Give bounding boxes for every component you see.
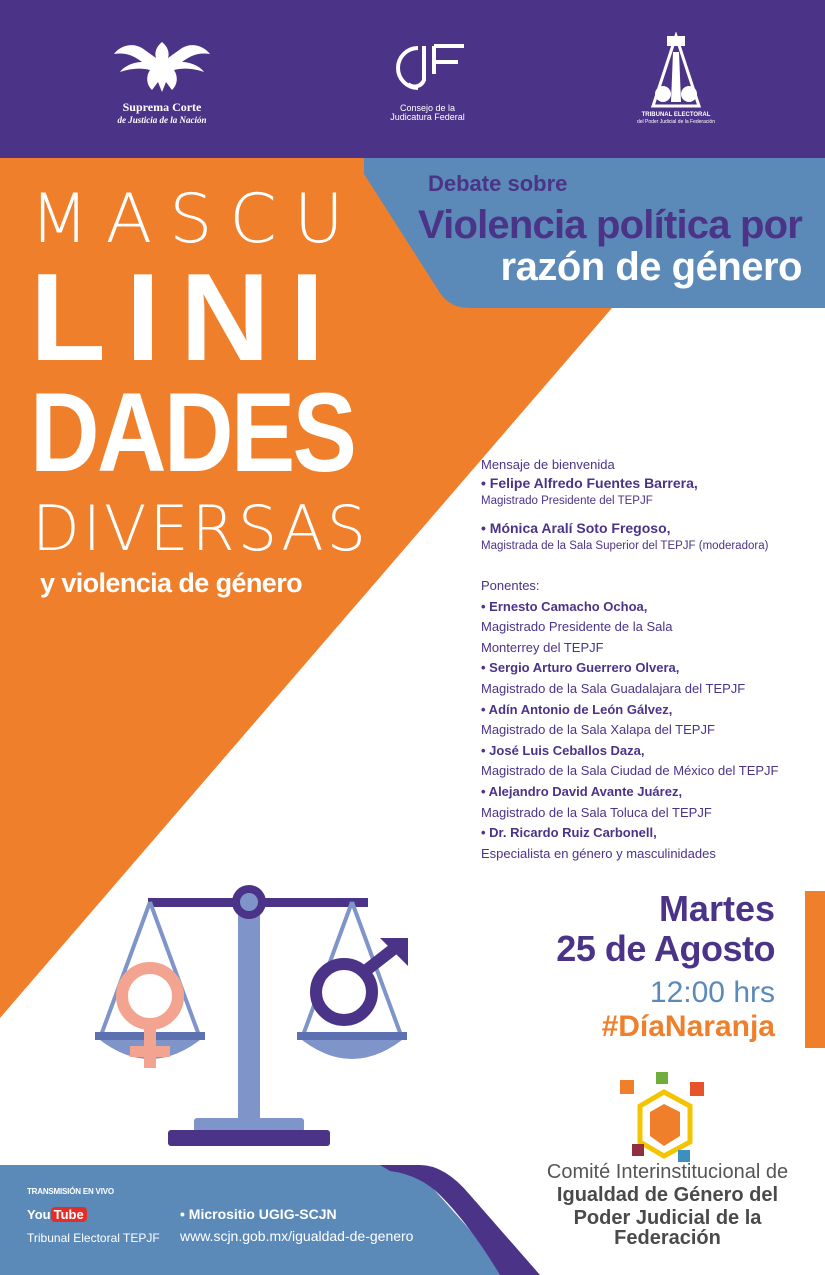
microsite-url[interactable]: www.scjn.gob.mx/igualdad-de-genero <box>180 1228 414 1244</box>
event-day: Martes <box>658 888 775 929</box>
panel-speaker-name: • Ernesto Camacho Ochoa, <box>481 598 648 614</box>
panel-speaker-name: • Dr. Ricardo Ruiz Carbonell, <box>481 825 657 841</box>
title-dades: DADES <box>30 370 355 495</box>
tepjf-label-1: TRIBUNAL ELECTORAL <box>641 112 711 118</box>
event-hashtag: #DíaNaranja <box>601 1010 775 1043</box>
scjn-label-1: Suprema Corte <box>122 100 202 114</box>
cjf-label-1: Consejo de la <box>399 103 456 113</box>
moderator-role: Magistrada de la Sala Superior del TEPJF (moderadora) <box>481 540 769 552</box>
title-diversas: DIVERSAS <box>32 492 369 565</box>
committee-line2: Igualdad de Género del <box>556 1184 779 1206</box>
youtube-icon[interactable] <box>27 1207 87 1225</box>
eagle-icon <box>112 34 212 94</box>
welcome-label: Mensaje de bienvenida <box>481 457 615 472</box>
panel-speaker-role: Magistrado de la Sala Ciudad de México del TEPJF <box>481 763 779 779</box>
scjn-label-2: de Justicia de la Nación <box>117 115 207 125</box>
cjf-logo-icon <box>388 40 468 102</box>
mars-icon <box>316 938 408 1020</box>
tepjf-label-2: del Poder Judicial de la Federación <box>636 119 716 125</box>
panel-speaker-role: Monterrey del TEPJF <box>481 639 604 655</box>
title-mascu: MASCU <box>30 180 361 259</box>
microsite-label: • Micrositio UGIG-SCJN <box>180 1206 337 1222</box>
tepjf-logo-icon <box>643 32 709 110</box>
cjf-label-2: Judicatura Federal <box>390 112 465 122</box>
live-label: TRANSMISIÓN EN VIVO <box>27 1187 114 1196</box>
youtube-channel[interactable]: Tribunal Electoral TEPJF <box>27 1231 160 1245</box>
title-subtitle: y violencia de género <box>40 568 303 598</box>
debate-title-line2: razón de género <box>500 245 802 289</box>
panel-speaker-name: • Sergio Arturo Guerrero Olvera, <box>481 660 680 676</box>
panel-speaker-role: Especialista en género y masculinidades <box>481 845 716 861</box>
panel-speaker-name: • Adín Antonio de León Gálvez, <box>481 701 673 717</box>
event-time: 12:00 hrs <box>649 976 775 1009</box>
welcome-speaker-name: • Felipe Alfredo Fuentes Barrera, <box>481 475 698 491</box>
panel-speaker-role: Magistrado de la Sala Guadalajara del TEPJF <box>481 680 746 696</box>
panel-speaker-role: Magistrado de la Sala Toluca del TEPJF <box>481 804 712 820</box>
debate-intro: Debate sobre <box>428 171 568 196</box>
venus-icon <box>122 968 178 1068</box>
panel-speaker-name: • Alejandro David Avante Juárez, <box>481 783 683 799</box>
panel-speaker-role: Magistrado Presidente de la Sala <box>481 619 673 635</box>
debate-title-line1: Violencia política por <box>418 203 802 247</box>
title-lini: LINI <box>30 249 345 387</box>
welcome-speaker-role: Magistrado Presidente del TEPJF <box>481 495 653 507</box>
panel-speaker-role: Magistrado de la Sala Xalapa del TEPJF <box>481 722 715 738</box>
youtube-you: You <box>27 1207 51 1222</box>
panel-speaker-name: • José Luis Ceballos Daza, <box>481 742 645 758</box>
event-date: 25 de Agosto <box>556 928 775 969</box>
moderator-name: • Mónica Aralí Soto Fregoso, <box>481 520 671 536</box>
committee-line1: Comité Interinstitucional de <box>546 1161 789 1183</box>
scales-icon <box>90 872 420 1152</box>
speakers-list <box>481 458 821 864</box>
youtube-tube: Tube <box>51 1207 87 1222</box>
committee-line3: Poder Judicial de la Federación <box>573 1207 762 1249</box>
panel-label: Ponentes: <box>481 578 540 593</box>
committee-logo-icon <box>620 1072 710 1162</box>
header-bar <box>0 0 825 158</box>
